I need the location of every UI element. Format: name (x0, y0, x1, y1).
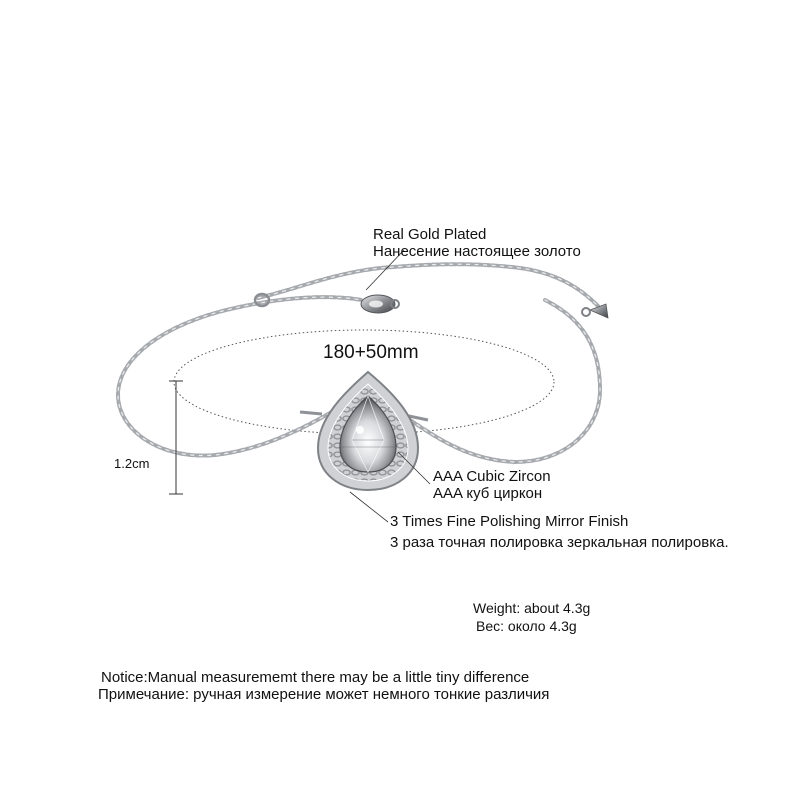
height-dimension (169, 381, 183, 494)
gold-label-ru: Нанесение настоящее золото (373, 243, 581, 260)
length-label: 180+50mm (323, 342, 419, 363)
height-label: 1.2cm (114, 456, 150, 471)
weight-label-ru: Вес: около 4.3g (476, 618, 577, 634)
pendant (300, 372, 428, 490)
lobster-clasp (361, 295, 399, 313)
polish-leader (350, 492, 388, 522)
zircon-label-ru: AAA куб циркон (433, 485, 543, 502)
gold-label-en: Real Gold Plated (373, 226, 487, 243)
notice-label-ru: Примечание: ручная измерение может немного тонкие различия (98, 686, 550, 703)
weight-label-en: Weight: about 4.3g (473, 600, 591, 616)
polish-label-ru: 3 раза точная полировка зеркальная полировка. (390, 534, 729, 551)
end-drop (582, 304, 608, 318)
zircon-label-en: AAA Cubic Zircon (433, 468, 551, 485)
notice-label-en: Notice:Manual measurememt there may be a little tiny difference (101, 669, 530, 686)
polish-label-en: 3 Times Fine Polishing Mirror Finish (390, 513, 629, 530)
